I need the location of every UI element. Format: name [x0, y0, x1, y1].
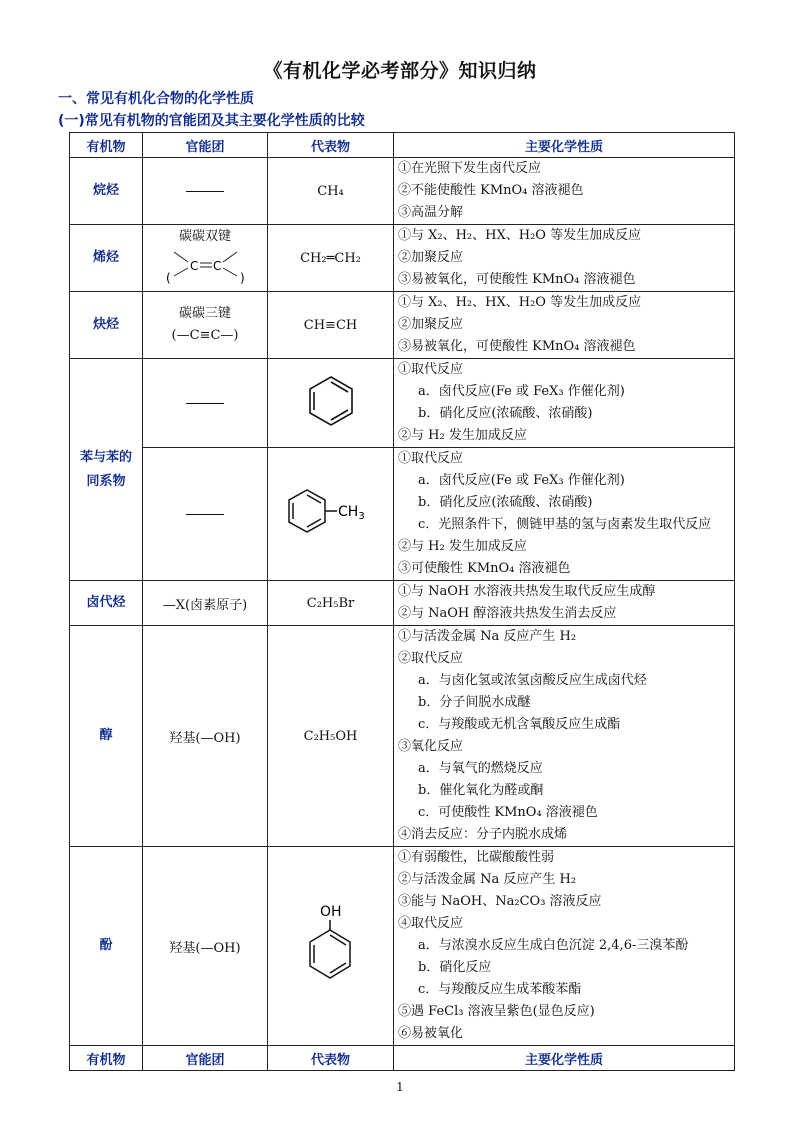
dash-icon: [186, 514, 224, 515]
list-item: ①与 X₂、H₂、HX、H₂O 等发生加成反应: [398, 228, 642, 243]
props-toluene: [394, 448, 735, 581]
table-row: [70, 626, 735, 847]
fg-phenol: 羟基(—OH): [143, 847, 268, 1046]
list-item: a．与卤化氢或浓氢卤酸反应生成卤代烃: [418, 673, 647, 688]
list-item: c．与羧酸或无机含氧酸反应生成酯: [418, 717, 621, 732]
list-item: ②与 NaOH 醇溶液共热发生消去反应: [398, 606, 617, 621]
table-row: [70, 448, 735, 581]
props-benzene: [394, 359, 735, 448]
subsection-heading: (一)常见有机物的官能团及其主要化学性质的比较: [58, 113, 365, 129]
table-header-row: [70, 133, 735, 158]
rep-alkyne: CH≡CH: [268, 292, 394, 359]
list-item: a．卤代反应(Fe 或 FeX₃ 作催化剂): [418, 473, 625, 488]
table-row: [70, 158, 735, 225]
header-organic: 有机物: [70, 133, 143, 158]
list-item: ③高温分解: [398, 205, 464, 220]
list-item: ③能与 NaOH、Na₂CO₃ 溶液反应: [398, 894, 602, 909]
list-item: ③氧化反应: [398, 739, 464, 754]
rep-toluene: [268, 448, 394, 581]
category-phenol: 酚: [70, 847, 143, 1046]
list-item: a．与氧气的燃烧反应: [418, 761, 543, 776]
list-item: ②与 H₂ 发生加成反应: [398, 539, 527, 554]
props-phenol: [394, 847, 735, 1046]
double-bond-icon: [160, 248, 250, 286]
category-haloalkane: 卤代烃: [70, 581, 143, 626]
header-properties: 主要化学性质: [394, 133, 735, 158]
table-row: [70, 292, 735, 359]
page-title: 《有机化学必考部分》知识归纳: [263, 60, 537, 82]
fg-alkane: [143, 158, 268, 225]
rep-alcohol: C₂H₅OH: [268, 626, 394, 847]
table-row: [70, 847, 735, 1046]
list-item: b．硝化反应(浓硫酸、浓硝酸): [418, 406, 593, 421]
fg-formula: (—C≡C—): [171, 328, 239, 343]
rep-alkene: CH₂═CH₂: [268, 225, 394, 292]
props-alcohol: [394, 626, 735, 847]
list-item: ⑥易被氧化: [398, 1026, 464, 1041]
list-item: ①有弱酸性，比碳酸酸性弱: [398, 850, 555, 865]
rep-alkane: CH₄: [268, 158, 394, 225]
list-item: ①与 NaOH 水溶液共热发生取代反应生成醇: [398, 584, 656, 599]
list-item: c．光照条件下，侧链甲基的氢与卤素发生取代反应: [418, 517, 712, 532]
list-item: ①取代反应: [398, 451, 464, 466]
dash-icon: [186, 191, 224, 192]
list-item: b．分子间脱水成醚: [418, 695, 531, 710]
props-alkyne: [394, 292, 735, 359]
list-item: ④消去反应：分子内脱水成烯: [398, 827, 568, 842]
fg-name: 碳碳双键: [178, 229, 231, 244]
list-item: ③易被氧化，可使酸性 KMnO₄ 溶液褪色: [398, 339, 636, 354]
list-item: ③易被氧化，可使酸性 KMnO₄ 溶液褪色: [398, 272, 636, 287]
list-item: b．硝化反应(浓硫酸、浓硝酸): [418, 495, 593, 510]
phenol-structure-icon: [296, 902, 366, 986]
list-item: ②与活泼金属 Na 反应产生 H₂: [398, 872, 577, 887]
list-item: ③可使酸性 KMnO₄ 溶液褪色: [398, 561, 571, 576]
list-item: ①在光照下发生卤代反应: [398, 161, 542, 176]
fg-alkyne: [143, 292, 268, 359]
section-heading: 一、常见有机化合物的化学性质: [58, 91, 254, 107]
benzene-ring-icon: [301, 371, 361, 431]
category-alkane: 烷烃: [70, 158, 143, 225]
table-row: [70, 225, 735, 292]
category-line: 苯与苯的: [79, 449, 132, 465]
svg-text:(: (: [166, 271, 171, 285]
header-functional-group: 官能团: [143, 133, 268, 158]
fg-toluene: [143, 448, 268, 581]
page-number: 1: [396, 1080, 404, 1094]
list-item: ②与 H₂ 发生加成反应: [398, 428, 527, 443]
fg-name: 碳碳三键: [178, 306, 231, 321]
rep-phenol: [268, 847, 394, 1046]
table-row: [70, 581, 735, 626]
list-item: b．催化氧化为醛或酮: [418, 783, 544, 798]
fg-benzene: [143, 359, 268, 448]
category-alkene: 烯烃: [70, 225, 143, 292]
svg-text:OH: OH: [319, 904, 342, 920]
list-item: a．与浓溴水反应生成白色沉淀 2,4,6-三溴苯酚: [418, 938, 689, 953]
list-item: ②不能使酸性 KMnO₄ 溶液褪色: [398, 183, 584, 198]
category-benzene: [70, 359, 143, 581]
list-item: b．硝化反应: [418, 960, 492, 975]
props-alkene: [394, 225, 735, 292]
list-item: ①与 X₂、H₂、HX、H₂O 等发生加成反应: [398, 295, 642, 310]
header-properties: 主要化学性质: [394, 1046, 735, 1071]
list-item: ⑤遇 FeCl₃ 溶液呈紫色(显色反应): [398, 1004, 595, 1019]
header-organic: 有机物: [70, 1046, 143, 1071]
list-item: c．可使酸性 KMnO₄ 溶液褪色: [418, 805, 598, 820]
svg-text:C: C: [190, 259, 199, 273]
table-footer-header-row: [70, 1046, 735, 1071]
list-item: ④取代反应: [398, 916, 464, 931]
svg-text:CH3: $CH_3$: [337, 504, 365, 522]
rep-benzene: [268, 359, 394, 448]
list-item: c．与羧酸反应生成苯酸苯酯: [418, 982, 582, 997]
list-item: ①取代反应: [398, 362, 464, 377]
props-alkane: [394, 158, 735, 225]
header-functional-group: 官能团: [143, 1046, 268, 1071]
category-line: 同系物: [86, 473, 126, 489]
category-alcohol: 醇: [70, 626, 143, 847]
toluene-structure-icon: [281, 482, 381, 542]
category-alkyne: 炔烃: [70, 292, 143, 359]
table-row: [70, 359, 735, 448]
list-item: ②加聚反应: [398, 317, 464, 332]
props-haloalkane: [394, 581, 735, 626]
functional-group-table: [69, 132, 735, 1071]
list-item: a．卤代反应(Fe 或 FeX₃ 作催化剂): [418, 384, 625, 399]
svg-text:C: C: [213, 259, 222, 273]
list-item: ①与活泼金属 Na 反应产生 H₂: [398, 629, 577, 644]
fg-haloalkane: —X(卤素原子): [143, 581, 268, 626]
rep-haloalkane: C₂H₅Br: [268, 581, 394, 626]
dash-icon: [186, 403, 224, 404]
list-item: ②加聚反应: [398, 250, 464, 265]
fg-alcohol: 羟基(—OH): [143, 626, 268, 847]
fg-alkene: [143, 225, 268, 292]
svg-text:): ): [240, 271, 245, 285]
header-representative: 代表物: [268, 1046, 394, 1071]
header-representative: 代表物: [268, 133, 394, 158]
list-item: ②取代反应: [398, 651, 464, 666]
